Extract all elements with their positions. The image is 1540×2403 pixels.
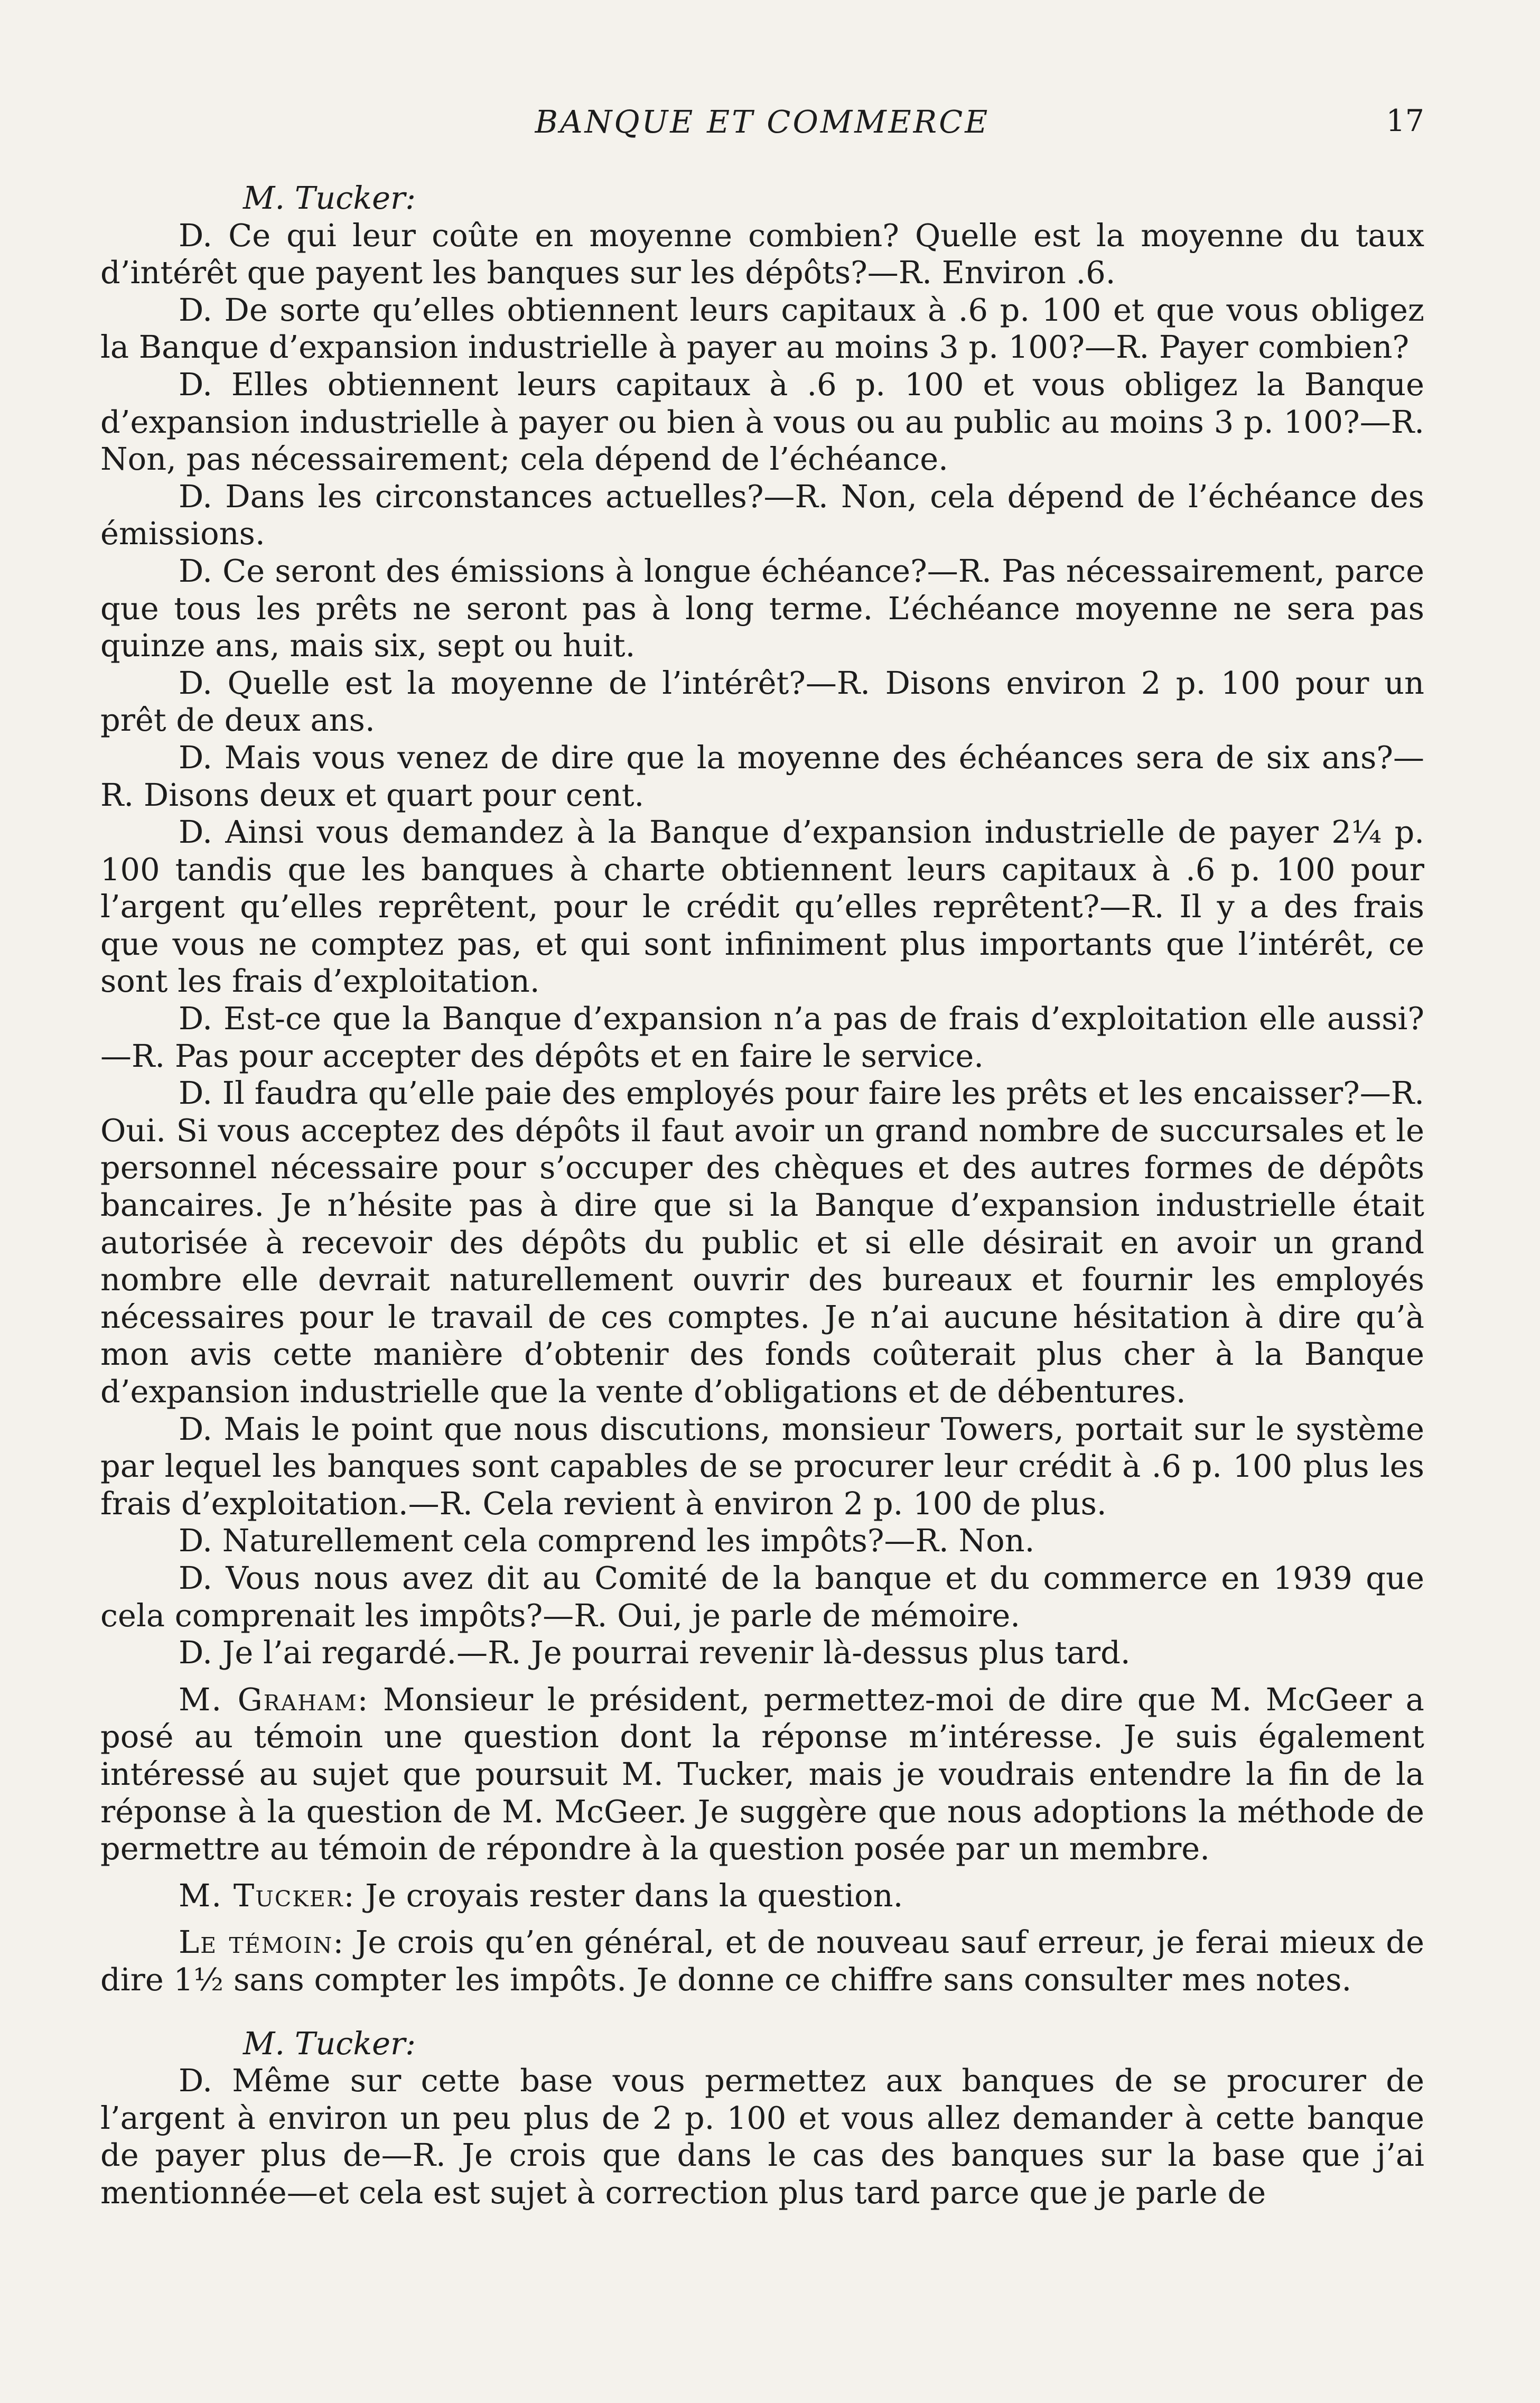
paragraph: D. Ce qui leur coûte en moyenne combien? Quelle est la moyenne du taux d’intérêt que payent les banques sur les dépôts?—R. Environ .6. (100, 217, 1424, 291)
paragraph: D. Naturellement cela comprend les impôts?—R. Non. (179, 1522, 1035, 1559)
page-number: 17 (1386, 104, 1424, 138)
body-text (100, 180, 1424, 2211)
intervention-graham (100, 1681, 1424, 1868)
intervention-tucker (100, 1877, 1424, 1915)
paragraph: D. Même sur cette base vous permettez aux banques de se procurer de l’argent à environ un peu plus de 2 p. 100 et vous allez demander à cette banque de payer plus de—R. Je crois que dans le cas des banques sur la base que j’ai mentionnée—et cela est sujet à correction plus tard parce que je parle de (100, 2062, 1424, 2211)
speaker-heading: M. Tucker: (243, 180, 416, 216)
paragraph: D. De sorte qu’elles obtiennent leurs capitaux à .6 p. 100 et que vous obligez la Banque d’expansion industrielle à payer au moins 3 p. 100?—R. Payer combien? (100, 291, 1424, 366)
paragraph: D. Ce seront des émissions à longue échéance?—R. Pas nécessairement, parce que tous les prêts ne seront pas à long terme. L’échéance moyenne ne sera pas quinze ans, mais six, sept ou huit. (100, 552, 1424, 664)
paragraph: D. Je l’ai regardé.—R. Je pourrai revenir là-dessus plus tard. (179, 1634, 1131, 1671)
paragraph: D. Est-ce que la Banque d’expansion n’a pas de frais d’exploitation elle aussi?—R. Pas pour accepter des dépôts et en faire le service. (100, 1000, 1424, 1074)
running-header (100, 104, 1424, 146)
running-title: BANQUE ET COMMERCE (535, 104, 990, 140)
speaker-heading: M. Tucker: (243, 2025, 416, 2062)
speaker-name: M. Graham: (179, 1681, 369, 1718)
paragraph: D. Mais le point que nous discutions, monsieur Towers, portait sur le système par lequel les banques sont capables de se procurer leur crédit à .6 p. 100 plus les frais d’exploitation.—R. Cela revient à environ 2 p. 100 de plus. (100, 1410, 1424, 1522)
paragraph: D. Mais vous venez de dire que la moyenne des échéances sera de six ans?—R. Disons deux et quart pour cent. (100, 739, 1424, 813)
paragraph: D. Vous nous avez dit au Comité de la banque et du commerce en 1939 que cela comprenait les impôts?—R. Oui, je parle de mémoire. (100, 1559, 1424, 1634)
speech-text: Monsieur le président, permettez-moi de dire que M. McGeer a posé au témoin une question dont la réponse m’intéresse. Je suis également intéressé au sujet que poursuit M. Tucker, mais je voudrais entendre la fin de la réponse à la question de M. McGeer. Je suggère que nous adoptions la méthode de permettre au témoin de répondre à la question posée par un membre. (100, 1681, 1424, 1867)
speech-text: Je crois qu’en général, et de nouveau sauf erreur, je ferai mieux de dire 1½ sans compter les impôts. Je donne ce chiffre sans consulter mes notes. (100, 1924, 1424, 1998)
speaker-name: Le témoin: (179, 1924, 345, 1961)
paragraph: D. Dans les circonstances actuelles?—R. Non, cela dépend de l’échéance des émissions. (100, 478, 1424, 552)
paragraph: D. Ainsi vous demandez à la Banque d’expansion industrielle de payer 2¼ p. 100 tandis que les banques à charte obtiennent leurs capitaux à .6 p. 100 pour l’argent qu’elles reprêtent, pour le crédit qu’elles reprêtent?—R. Il y a des frais que vous ne comptez pas, et qui sont infiniment plus importants que l’intérêt, ce sont les frais d’exploitation. (100, 814, 1424, 1000)
speaker-name: M. Tucker: (179, 1877, 356, 1914)
paragraph: D. Elles obtiennent leurs capitaux à .6 p. 100 et vous obligez la Banque d’expansion industrielle à payer ou bien à vous ou au public au moins 3 p. 100?—R. Non, pas nécessairement; cela dépend de l’échéance. (100, 366, 1424, 478)
intervention-witness (100, 1924, 1424, 1998)
speech-text: Je croyais rester dans la question. (365, 1877, 903, 1914)
paragraph: D. Quelle est la moyenne de l’intérêt?—R. Disons environ 2 p. 100 pour un prêt de deux ans. (100, 664, 1424, 739)
paragraph: D. Il faudra qu’elle paie des employés pour faire les prêts et les encaisser?—R. Oui. Si vous acceptez des dépôts il faut avoir un grand nombre de succursales et le personnel nécessaire pour s’occuper des chèques et des autres formes de dépôts bancaires. Je n’hésite pas à dire que si la Banque d’expansion industrielle était autorisée à recevoir des dépôts du public et si elle désirait en avoir un grand nombre elle devrait naturellement ouvrir des bureaux et fournir les employés nécessaires pour le travail de ces comptes. Je n’ai aucune hésitation à dire qu’à mon avis cette manière d’obtenir des fonds coûterait plus cher à la Banque d’expansion industrielle que la vente d’obligations et de débentures. (100, 1075, 1424, 1410)
